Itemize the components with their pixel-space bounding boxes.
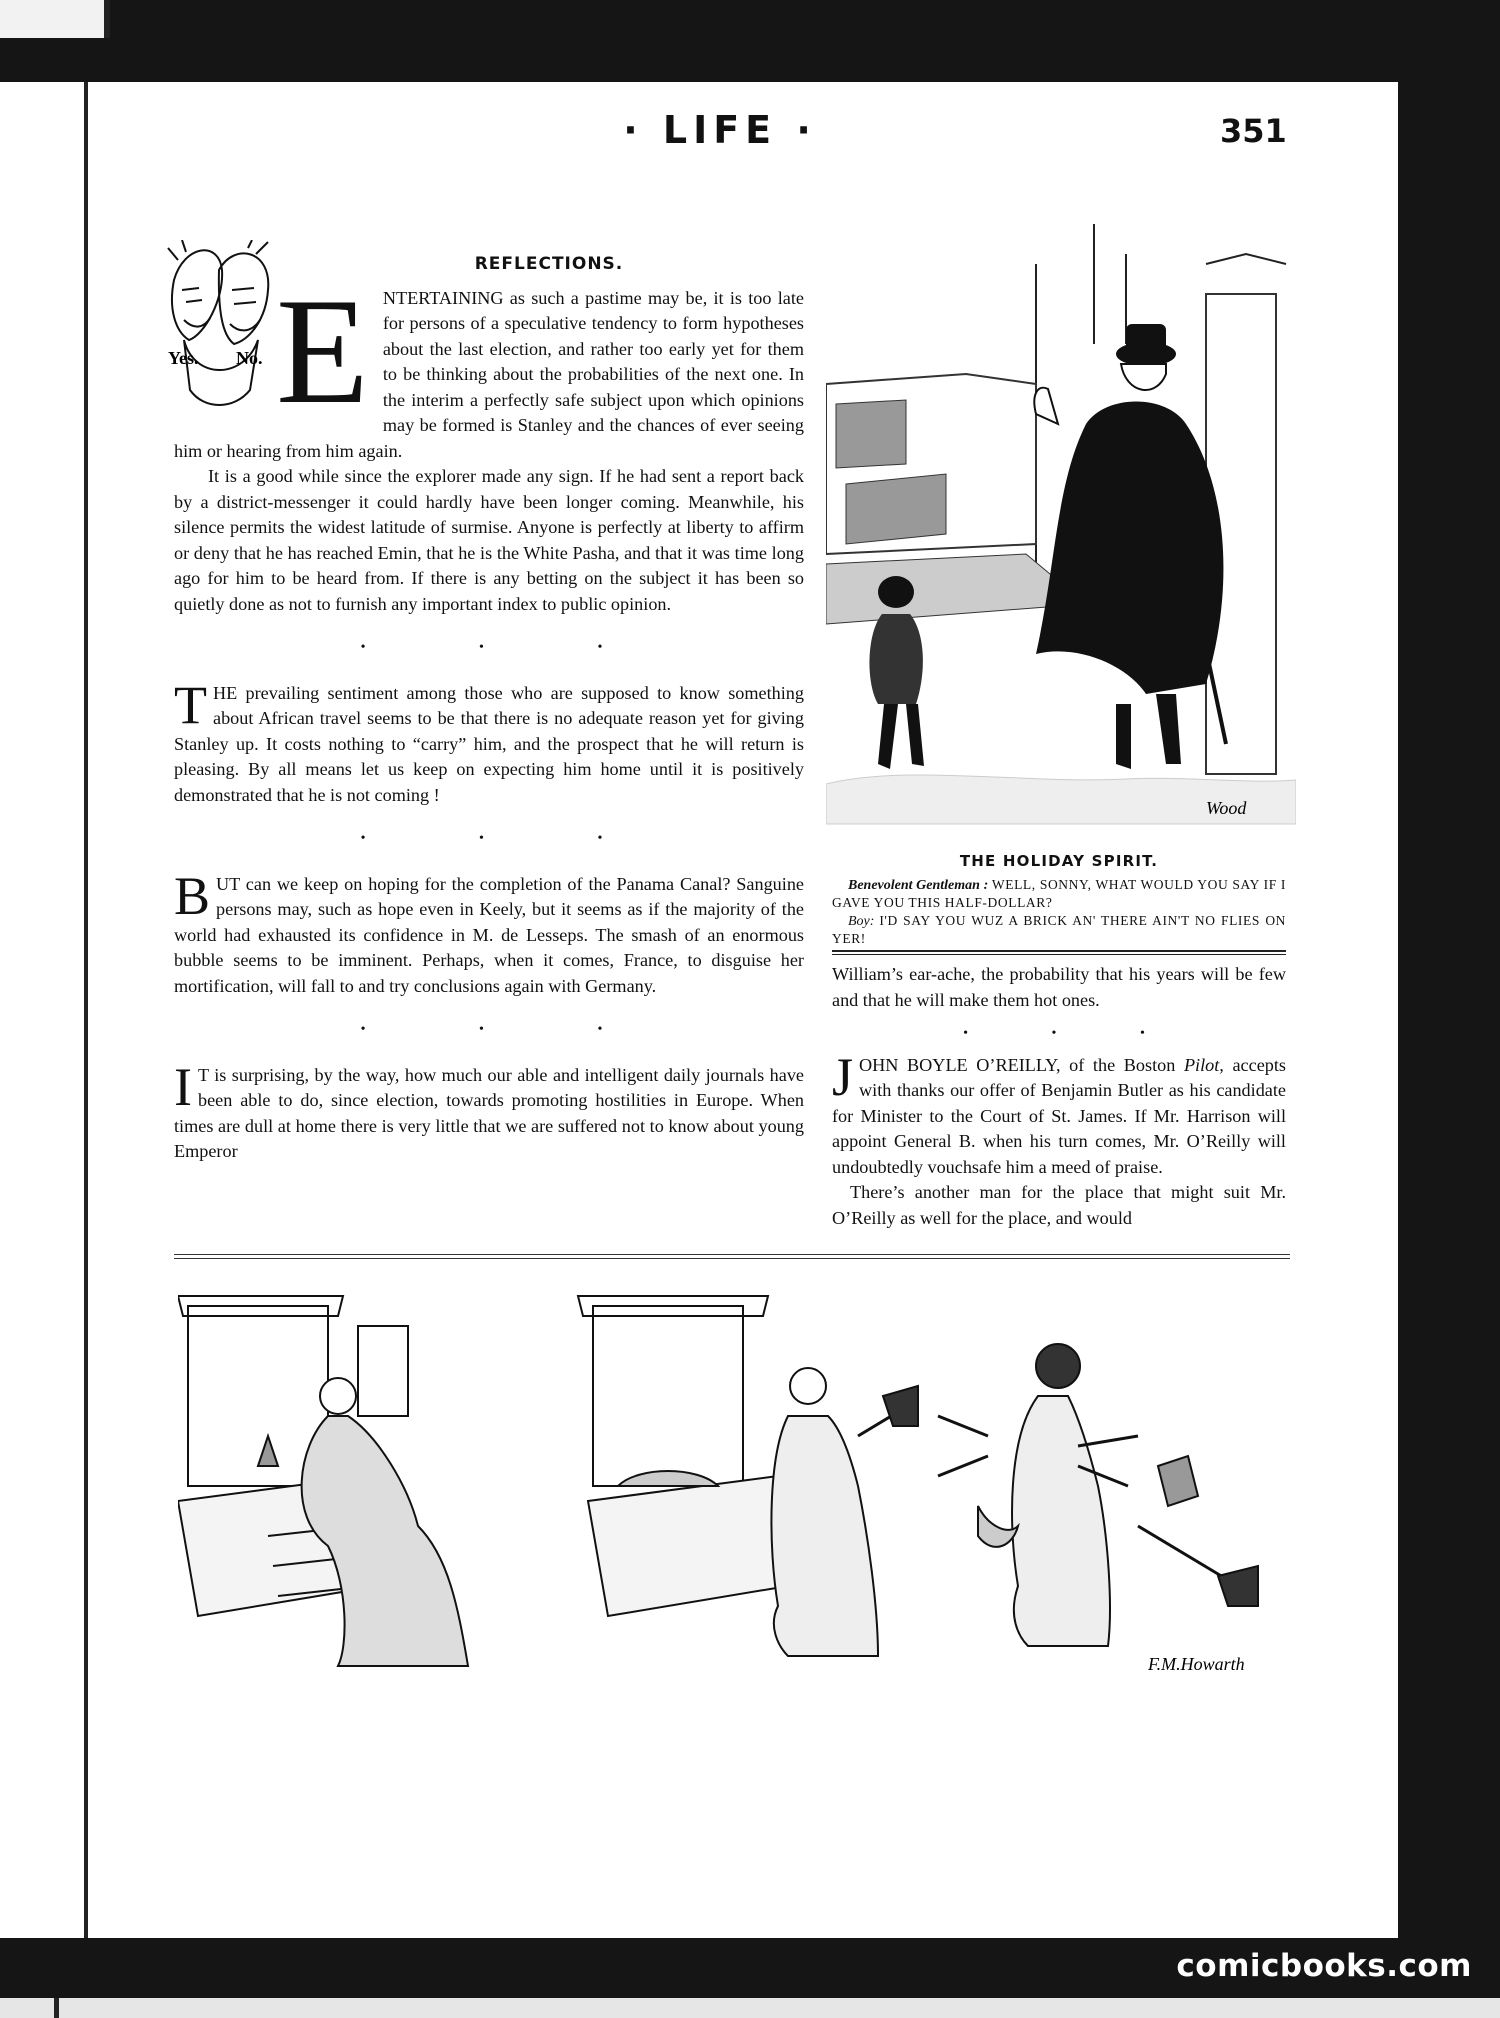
drop-cap-b: B [174,865,211,926]
holiday-spirit-caption [832,852,1286,948]
panel-1 [178,1296,468,1666]
watermark: comicbooks.com [1176,1948,1472,1984]
panel-2 [578,1296,918,1656]
panel-3 [938,1344,1258,1646]
caption-double-rule [832,950,1286,955]
adjacent-page-corner [0,0,110,38]
reflections-heading: REFLECTIONS. [474,254,624,274]
adjacent-page-edge [0,82,88,1938]
masthead-title: · LIFE · [623,108,817,152]
section-stars-3: • • • [360,1022,658,1037]
page-horizontal-rule [174,1254,1290,1255]
scan-right-border [1398,82,1500,1938]
reflections-column [174,252,804,1165]
drop-cap-j: J [832,1046,854,1107]
right-paragraph-2: JOHN BOYLE O’REILLY, of the Boston Pilot, accepts with thanks our offer of Benjamin Butler as his candidate for Minister to the Court of St. James. If Mr. Harrison will appoint General B. when his turn comes, Mr. O’Reilly will undoubtedly vouchsafe him a meed of praise. [832,1046,1287,1177]
right-paragraph-3: There’s another man for the place that might suit Mr. O’Reilly as well for the place, and would [832,1182,1286,1228]
right-column-text [832,962,1286,1231]
yes-label: Yes. [168,348,199,368]
illustrator-signature-howarth: F.M.Howarth [1148,1654,1245,1674]
illustrator-signature-wood: Wood [1206,798,1247,818]
drop-cap-t: T [174,674,207,735]
page-horizontal-rule-2 [174,1258,1290,1259]
reflections-paragraph-5: I T is surprising, by the way, how much our able and intelligent daily journals have been able to do, since election, towards promoting hostilities in Europe. When times are dull at home there is very little that we are suffered not to know about young Emperor [174,1056,804,1161]
no-label: No. [236,348,263,368]
drop-cap-i: I [174,1056,192,1117]
right-paragraph-1: William’s ear-ache, the probability that his years will be few and that he will make them hot ones. [832,964,1286,1010]
section-stars-1: • • • [360,640,658,655]
reflections-paragraph-4: BUT can we keep on hoping for the completion of the Panama Canal? Sanguine persons may, such as hope even in Keely, but it seems as if the majority of the world had exhausted its confidence in M. de Lesseps. The smash of an enormous bubble seems to be imminent. Perhaps, when it comes, France, to disguise her mortification, will fall to and try conclusions again with Germany. [174,865,804,996]
scan-top-border [0,0,1500,82]
holiday-spirit-title: THE HOLIDAY SPIRIT. [959,852,1159,870]
adjacent-page-strip [0,1998,1500,2018]
holiday-spirit-illustration [826,224,1296,834]
caption-line-gentleman: Benevolent Gentleman : WELL, SONNY, WHAT WOULD YOU SAY IF I GAVE YOU THIS HALF-DOLLAR? [832,877,1287,910]
reflections-paragraph-1: ENTERTAINING as such a pastime may be, it is too late for persons of a speculative tendency to form hypotheses about the last election, and rather too early yet for them to be thinking about the probabilities of the next one. In the interim a perfectly safe subject upon which opinions may be formed is Stanley and the chances of ever seeing him or hearing from him again. [174,266,804,461]
section-stars-4: • • • [963,1026,1185,1041]
section-stars-2: • • • [360,831,658,846]
reflections-paragraph-3: THE prevailing sentiment among those who are supposed to know something about African travel seems to be that there is no adequate reason yet for giving Stanley up. It costs nothing to “carry” him, and the prospect that he will return is pleasing. By all means let us keep on expecting him home until it is positively demonstrated that he is not coming ! [174,674,804,805]
three-panel-cartoon [178,1286,1288,1686]
reflections-paragraph-2: It is a good while since the explorer made any sign. If he had sent a report back by a district-messenger it could hardly have been longer coming. Meanwhile, his silence permits the widest latitude of surmise. Anyone is perfectly at liberty to affirm or deny that he has reached Emin, that he is the White Pasha, and that it was time long ago for him to be heard from. If there is any betting on the subject it has been so quietly done as not to furnish any important index to public opinion. [174,466,804,614]
drop-cap-e: E [276,266,369,435]
caption-line-boy: Boy: I'D SAY YOU WUZ A BRICK AN' THERE AIN'T NO FLIES ON YER! [832,913,1287,946]
page-number: 351 [1220,112,1287,150]
